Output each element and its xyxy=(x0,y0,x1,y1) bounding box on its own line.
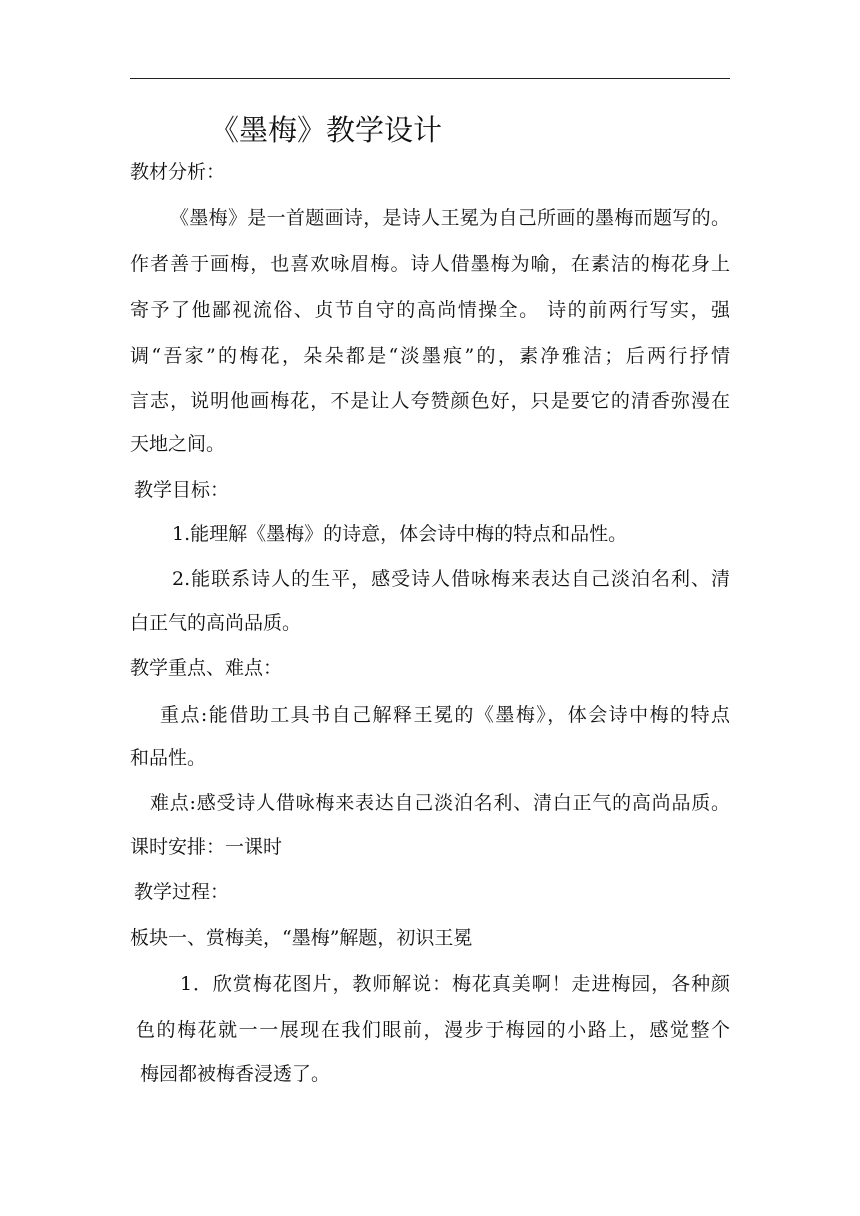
difficulty-line: 难点:感受诗人借咏梅来表达自己淡泊名利、清白正气的高尚品质。 xyxy=(150,792,730,814)
section-heading-process: 教学过程： xyxy=(134,881,230,903)
schedule-line: 课时安排：一课时 xyxy=(130,836,283,858)
analysis-line-2: 作者善于画梅，也喜欢咏眉梅。诗人借墨梅为喻，在素洁的梅花身上 xyxy=(130,253,730,275)
block-1-heading: 板块一、赏梅美，“墨梅”解题，初识王冕 xyxy=(130,927,473,949)
document-title: 《墨梅》教学设计 xyxy=(210,113,443,147)
step-1-line-3: 梅园都被梅香浸透了。 xyxy=(140,1063,331,1085)
section-heading-analysis: 教材分析： xyxy=(130,161,226,183)
analysis-line-3: 寄予了他鄙视流俗、贞节自守的高尚情操全。 诗的前两行写实，强 xyxy=(130,299,730,321)
header-rule xyxy=(130,78,730,79)
section-heading-goals: 教学目标： xyxy=(134,479,230,501)
focus-line-2: 和品性。 xyxy=(130,747,207,769)
analysis-line-1: 《墨梅》是一首题画诗，是诗人王冕为自己所画的墨梅而题写的。 xyxy=(170,207,730,229)
focus-line-1: 重点:能借助工具书自己解释王冕的《墨梅》，体会诗中梅的特点 xyxy=(160,704,730,726)
goal-1: 1.能理解《墨梅》的诗意，体会诗中梅的特点和品性。 xyxy=(172,523,628,545)
analysis-line-4: 调“吾家”的梅花，朵朵都是“淡墨痕”的，素净雅洁；后两行抒情 xyxy=(130,345,730,367)
analysis-line-5: 言志，说明他画梅花，不是让人夸赞颜色好，只是要它的清香弥漫在 xyxy=(130,390,730,412)
analysis-line-6: 天地之间。 xyxy=(130,433,226,455)
section-heading-focus: 教学重点、难点： xyxy=(130,657,283,679)
step-1-line-2: 色的梅花就一一展现在我们眼前，漫步于梅园的小路上，感觉整个 xyxy=(136,1019,730,1041)
step-1-line-1: 1．欣赏梅花图片，教师解说：梅花真美啊！走进梅园，各种颜 xyxy=(180,973,730,995)
goal-2-line-1: 2.能联系诗人的生平，感受诗人借咏梅来表达自己淡泊名利、清 xyxy=(172,568,730,590)
goal-2-line-2: 白正气的高尚品质。 xyxy=(130,612,302,634)
